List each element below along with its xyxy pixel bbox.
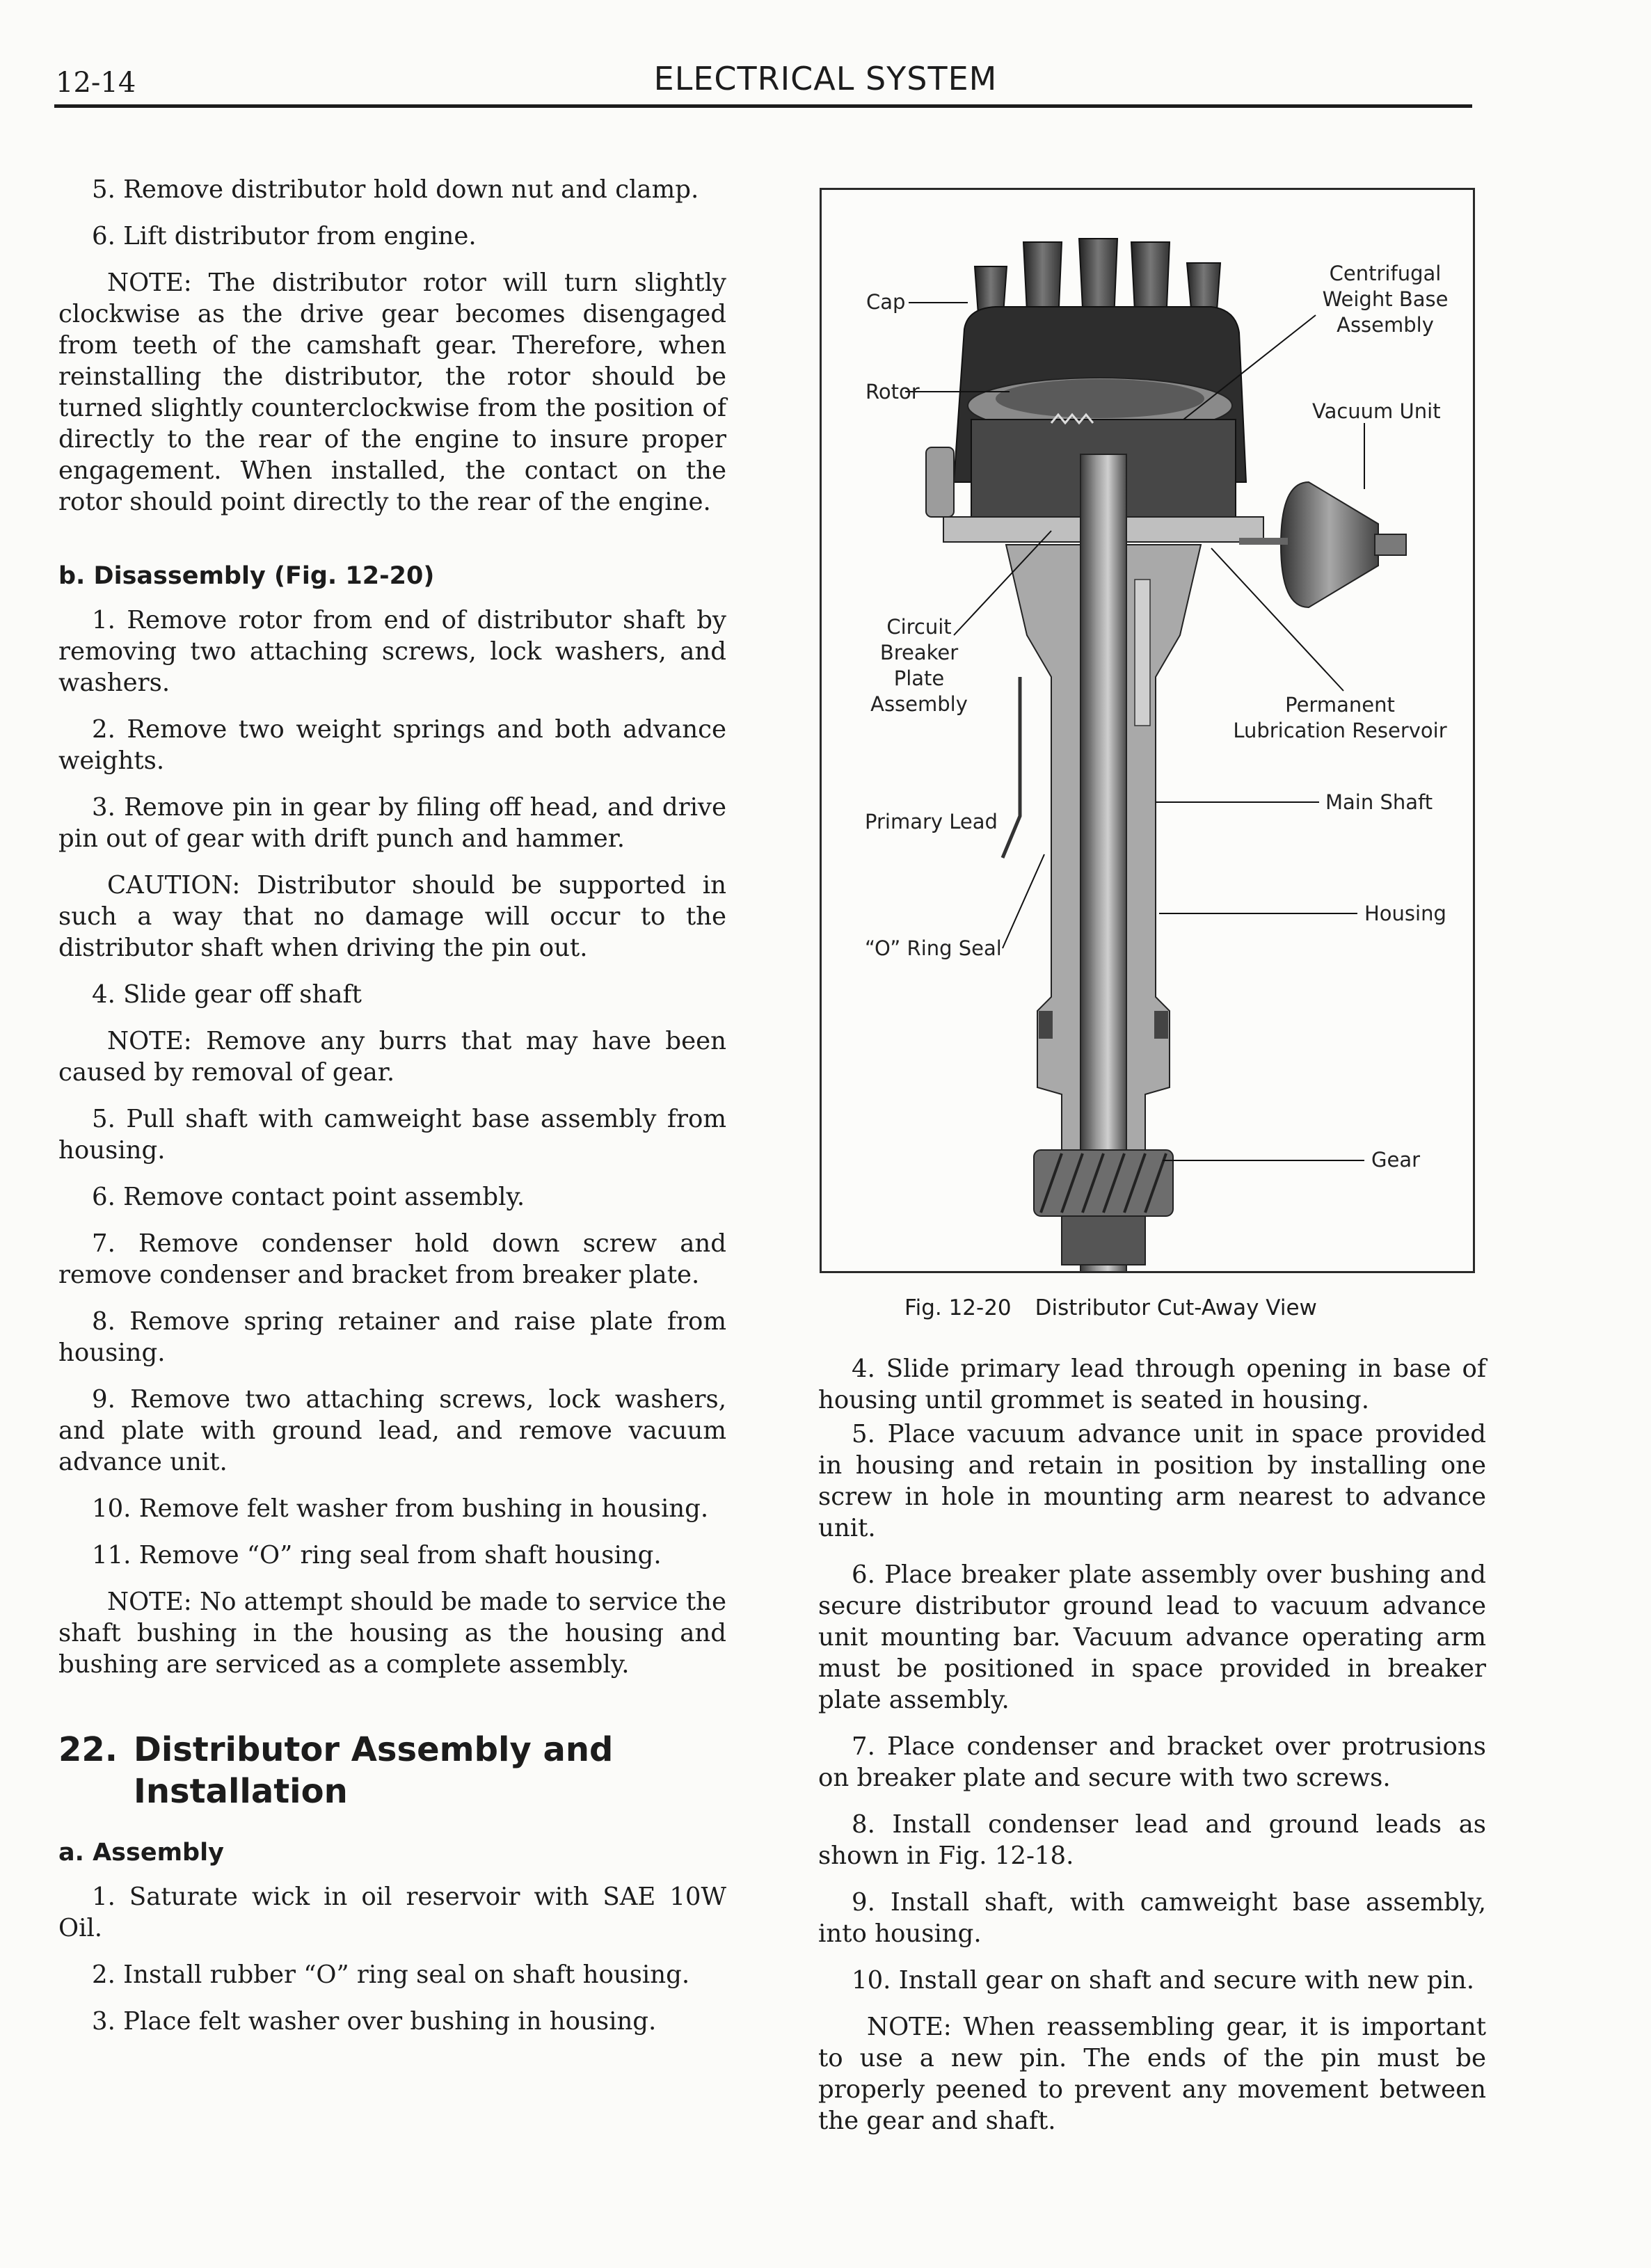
step-paragraph: 8. Install condenser lead and ground leads as shown in Fig. 12-18. <box>818 1810 1486 1870</box>
step-paragraph: 10. Remove felt washer from bushing in housing. <box>92 1494 709 1523</box>
intro-step: 6. Lift distributor from engine. <box>92 222 477 250</box>
step-paragraph: 2. Remove two weight springs and both advance weights. <box>58 715 726 775</box>
label-permanent-lubrication <box>1215 692 1465 744</box>
label-centrifugal-weight-base <box>1310 261 1460 338</box>
label-line: Lubrication Reservoir <box>1233 719 1447 742</box>
label-main-shaft: Main Shaft <box>1325 790 1433 814</box>
label-primary-lead: Primary Lead <box>865 810 998 833</box>
figure-number: Fig. 12-20 <box>904 1295 1012 1320</box>
label-cap: Cap <box>866 290 906 314</box>
section-number: 22. <box>58 1730 118 1769</box>
note-paragraph: NOTE: No attempt should be made to service the shaft bushing in the housing as the housing and bushing are serviced as a complete assembly. <box>58 1588 726 1679</box>
label-o-ring-seal: “O” Ring Seal <box>865 936 1002 960</box>
step-paragraph: 2. Install rubber “O” ring seal on shaft housing. <box>92 1960 690 1989</box>
caution-paragraph: CAUTION: Distributor should be supported in such a way that no damage will occur to the distributor shaft when driving the pin out. <box>58 871 726 962</box>
section-heading <box>58 1729 726 1812</box>
header-rule <box>54 104 1472 108</box>
label-line: Assembly <box>1337 313 1434 337</box>
step-paragraph: 9. Remove two attaching screws, lock washers, and plate with ground lead, and remove vacuum advance unit. <box>58 1385 726 1476</box>
step-paragraph: 9. Install shaft, with camweight base assembly, into housing. <box>818 1888 1486 1948</box>
assembly-heading: a. Assembly <box>58 1839 224 1867</box>
label-line: Weight Base <box>1322 287 1449 311</box>
label-circuit-breaker-plate <box>863 614 975 717</box>
step-paragraph: 6. Place breaker plate assembly over bushing and secure distributor ground lead to vacuum advance unit mounting bar. Vacuum advance operating arm must be positioned in space provided in breaker plate assembly. <box>818 1560 1486 1714</box>
step-paragraph: 6. Remove contact point assembly. <box>92 1183 525 1211</box>
note-paragraph: NOTE: The distributor rotor will turn slightly clockwise as the drive gear becomes disengaged from teeth of the camshaft gear. Therefore, when reinstalling the distributor, the rotor should be turned slightly counterclockwise from the position of directly to the rear of the engine to insure proper engagement. When installed, the contact on the rotor should point directly to the rear of the engine. <box>58 269 726 516</box>
step-paragraph: 7. Remove condenser hold down screw and remove condenser and bracket from breaker plate. <box>58 1229 726 1289</box>
label-line: Circuit <box>886 615 952 639</box>
step-paragraph: 11. Remove “O” ring seal from shaft housing. <box>92 1541 662 1570</box>
label-line: Permanent <box>1285 693 1395 717</box>
left-column <box>58 174 726 2052</box>
label-rotor: Rotor <box>866 380 920 404</box>
distributor-figure <box>820 188 1475 1273</box>
label-vacuum-unit: Vacuum Unit <box>1312 399 1441 423</box>
label-housing: Housing <box>1364 902 1446 925</box>
label-line: Plate <box>893 666 945 690</box>
step-paragraph: 1. Saturate wick in oil reservoir with SAE 10W Oil. <box>58 1883 726 1942</box>
step-paragraph: 5. Pull shaft with camweight base assembly from housing. <box>58 1105 726 1165</box>
step-paragraph: 10. Install gear on shaft and secure with new pin. <box>852 1966 1475 1995</box>
note-paragraph: NOTE: When reassembling gear, it is important to use a new pin. The ends of the pin must be properly peened to prevent any movement between the gear and shaft. <box>818 2013 1486 2135</box>
figure-caption-text: Distributor Cut-Away View <box>1035 1295 1317 1320</box>
figure-caption <box>904 1295 1317 1320</box>
label-line: Breaker <box>879 641 959 664</box>
page-number: 12-14 <box>56 67 136 99</box>
label-line: Centrifugal <box>1329 262 1442 285</box>
step-paragraph: 4. Slide primary lead through opening in base of housing until grommet is seated in housing. <box>818 1355 1486 1414</box>
section-title: Distributor Assembly and Installation <box>134 1730 614 1811</box>
step-paragraph: 3. Remove pin in gear by filing off head, and drive pin out of gear with drift punch and hammer. <box>58 793 726 853</box>
step-paragraph: 5. Place vacuum advance unit in space provided in housing and retain in position by installing one screw in hole in mounting arm nearest to advance unit. <box>818 1420 1486 1542</box>
step-paragraph: 3. Place felt washer over bushing in housing. <box>92 2007 657 2036</box>
step-paragraph: 8. Remove spring retainer and raise plate from housing. <box>58 1307 726 1367</box>
disassembly-heading: b. Disassembly (Fig. 12-20) <box>58 562 435 590</box>
step-paragraph: 4. Slide gear off shaft <box>92 980 362 1009</box>
label-gear: Gear <box>1371 1148 1421 1172</box>
intro-step: 5. Remove distributor hold down nut and clamp. <box>92 175 699 204</box>
label-line: Assembly <box>870 692 968 716</box>
step-paragraph: 7. Place condenser and bracket over protrusions on breaker plate and secure with two screws. <box>818 1732 1486 1792</box>
page-title: ELECTRICAL SYSTEM <box>653 60 998 97</box>
right-column <box>818 1353 1486 2152</box>
step-paragraph: 1. Remove rotor from end of distributor shaft by removing two attaching screws, lock washers, and washers. <box>58 606 726 697</box>
note-paragraph: NOTE: Remove any burrs that may have been caused by removal of gear. <box>58 1027 726 1087</box>
